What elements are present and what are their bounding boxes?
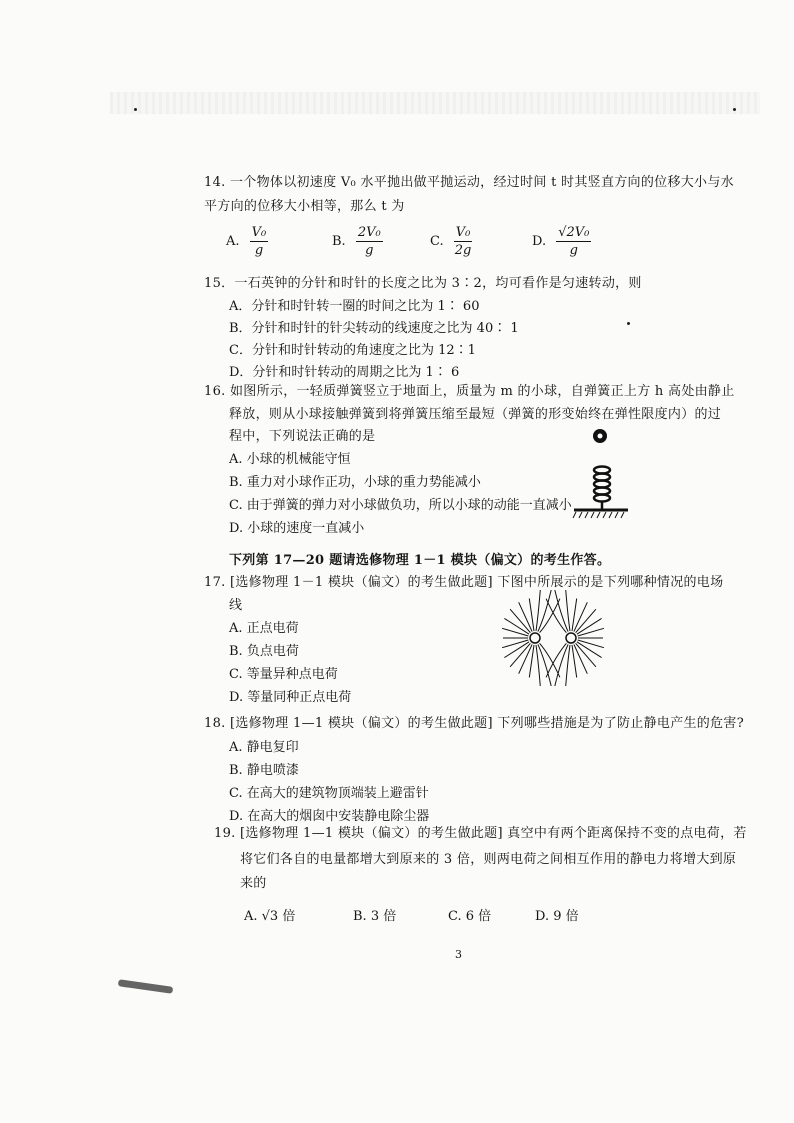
ground-hatch [573, 512, 624, 518]
q18-stem: 18. [选修物理 1—1 模块（偏文）的考生做此题] 下列哪些措施是为了防止静电产生的危害? [204, 716, 744, 731]
q15-option-c: C．分针和时针转动的角速度之比为 12∶1 [229, 343, 476, 358]
q14-option-b: B. $\frac{\text{2V₀}}{g}$ [332, 225, 381, 258]
q14-stem-line2: 平方向的位移大小相等，那么 t 为 [204, 199, 405, 214]
q17-option-b: B. 负点电荷 [229, 644, 299, 659]
scan-artifact-mark [118, 979, 173, 994]
q15-option-a: A．分针和时针转一圈的时间之比为 1∶ 60 [229, 299, 480, 314]
q16-option-d: D. 小球的速度一直减小 [229, 521, 365, 536]
q17-stem-line2: 线 [229, 598, 243, 613]
charge-left-icon [530, 633, 540, 643]
field-line [540, 643, 560, 677]
q17-option-a: A. 正点电荷 [229, 621, 299, 636]
scan-dot [733, 108, 736, 111]
field-line [546, 643, 566, 677]
q15-option-b: B．分针和时针的针尖转动的线速度之比为 40∶ 1 [229, 321, 519, 336]
q19-option-a: A. √3 倍 [244, 909, 296, 924]
field-line [565, 645, 570, 686]
q16-option-b: B. 重力对小球作正功，小球的重力势能减小 [229, 475, 481, 490]
q18-option-a: A. 静电复印 [229, 740, 299, 755]
q14-option-d: D. $\frac{\text{√2V₀}}{g}$ [532, 225, 590, 258]
field-line [578, 628, 604, 636]
scan-dot [134, 108, 137, 111]
q18-option-b: B. 静电喷漆 [229, 763, 299, 778]
spring-ball-figure [570, 422, 630, 522]
q16-stem-line2: 释放，则从小球接触弹簧到将弹簧压缩至最短（弹簧的形变始终在弹性限度内）的过 [229, 407, 722, 422]
q19-option-b: B. 3 倍 [353, 909, 397, 924]
q18-option-d: D. 在高大的烟囱中安装静电除尘器 [229, 809, 430, 824]
q19-stem-line2: 将它们各自的电量都增大到原来的 3 倍，则两电荷之间相互作用的静电力将增大到原 [240, 852, 737, 867]
q18-option-c: C. 在高大的建筑物顶端装上避雷针 [229, 786, 429, 801]
q19-stem-line1: 19. [选修物理 1—1 模块（偏文）的考生做此题] 真空中有两个距离保持不变的点电荷，若 [214, 826, 747, 841]
spring-icon [594, 467, 610, 511]
q19-option-d: D. 9 倍 [535, 909, 579, 924]
charge-right-icon [566, 633, 576, 643]
q17-option-d: D. 等量同种正点电荷 [229, 690, 352, 705]
q15-stem: 15．一石英钟的分针和时针的长度之比为 3∶2，均可看作是匀速转动，则 [204, 276, 642, 291]
scan-artifact-band [110, 92, 760, 114]
field-line [546, 599, 566, 633]
q17-stem-line1: 17. [选修物理 1－1 模块（偏文）的考生做此题] 下图中所展示的是下列哪种情况的电场 [204, 575, 724, 590]
field-lines [502, 590, 604, 686]
q14-option-c: C. $\frac{\text{V₀}}{2g}$ [430, 225, 472, 258]
q14-option-a: A. $\frac{\text{V₀}}{g}$ [226, 225, 267, 258]
section-instruction: 下列第 17—20 题请选修物理 1－1 模块（偏文）的考生作答。 [229, 553, 611, 568]
page-number: 3 [455, 948, 462, 961]
field-line [502, 640, 528, 648]
field-line [502, 628, 528, 636]
q16-option-a: A. 小球的机械能守恒 [229, 452, 351, 467]
scan-dot [627, 322, 630, 325]
field-line [536, 645, 541, 686]
q16-option-c: C. 由于弹簧的弹力对小球做负功，所以小球的动能一直减小 [229, 498, 572, 513]
field-line [536, 590, 541, 631]
field-line [578, 640, 604, 648]
q17-option-c: C. 等量异种点电荷 [229, 667, 338, 682]
field-line [540, 599, 560, 633]
field-line [565, 590, 570, 631]
q16-stem-line3: 程中，下列说法正确的是 [229, 429, 376, 444]
electric-field-lines-figure [488, 590, 618, 686]
q19-option-c: C. 6 倍 [448, 909, 492, 924]
q14-stem-line1: 14. 一个物体以初速度 V₀ 水平抛出做平抛运动，经过时间 t 时其竖直方向的位移大小与水 [204, 175, 734, 190]
q16-stem-line1: 16. 如图所示，一轻质弹簧竖立于地面上，质量为 m 的小球，自弹簧正上方 h 高处由静止 [204, 384, 735, 399]
q19-stem-line3: 来的 [240, 876, 267, 891]
q15-option-d: D．分针和时针转动的周期之比为 1∶ 6 [229, 365, 460, 380]
